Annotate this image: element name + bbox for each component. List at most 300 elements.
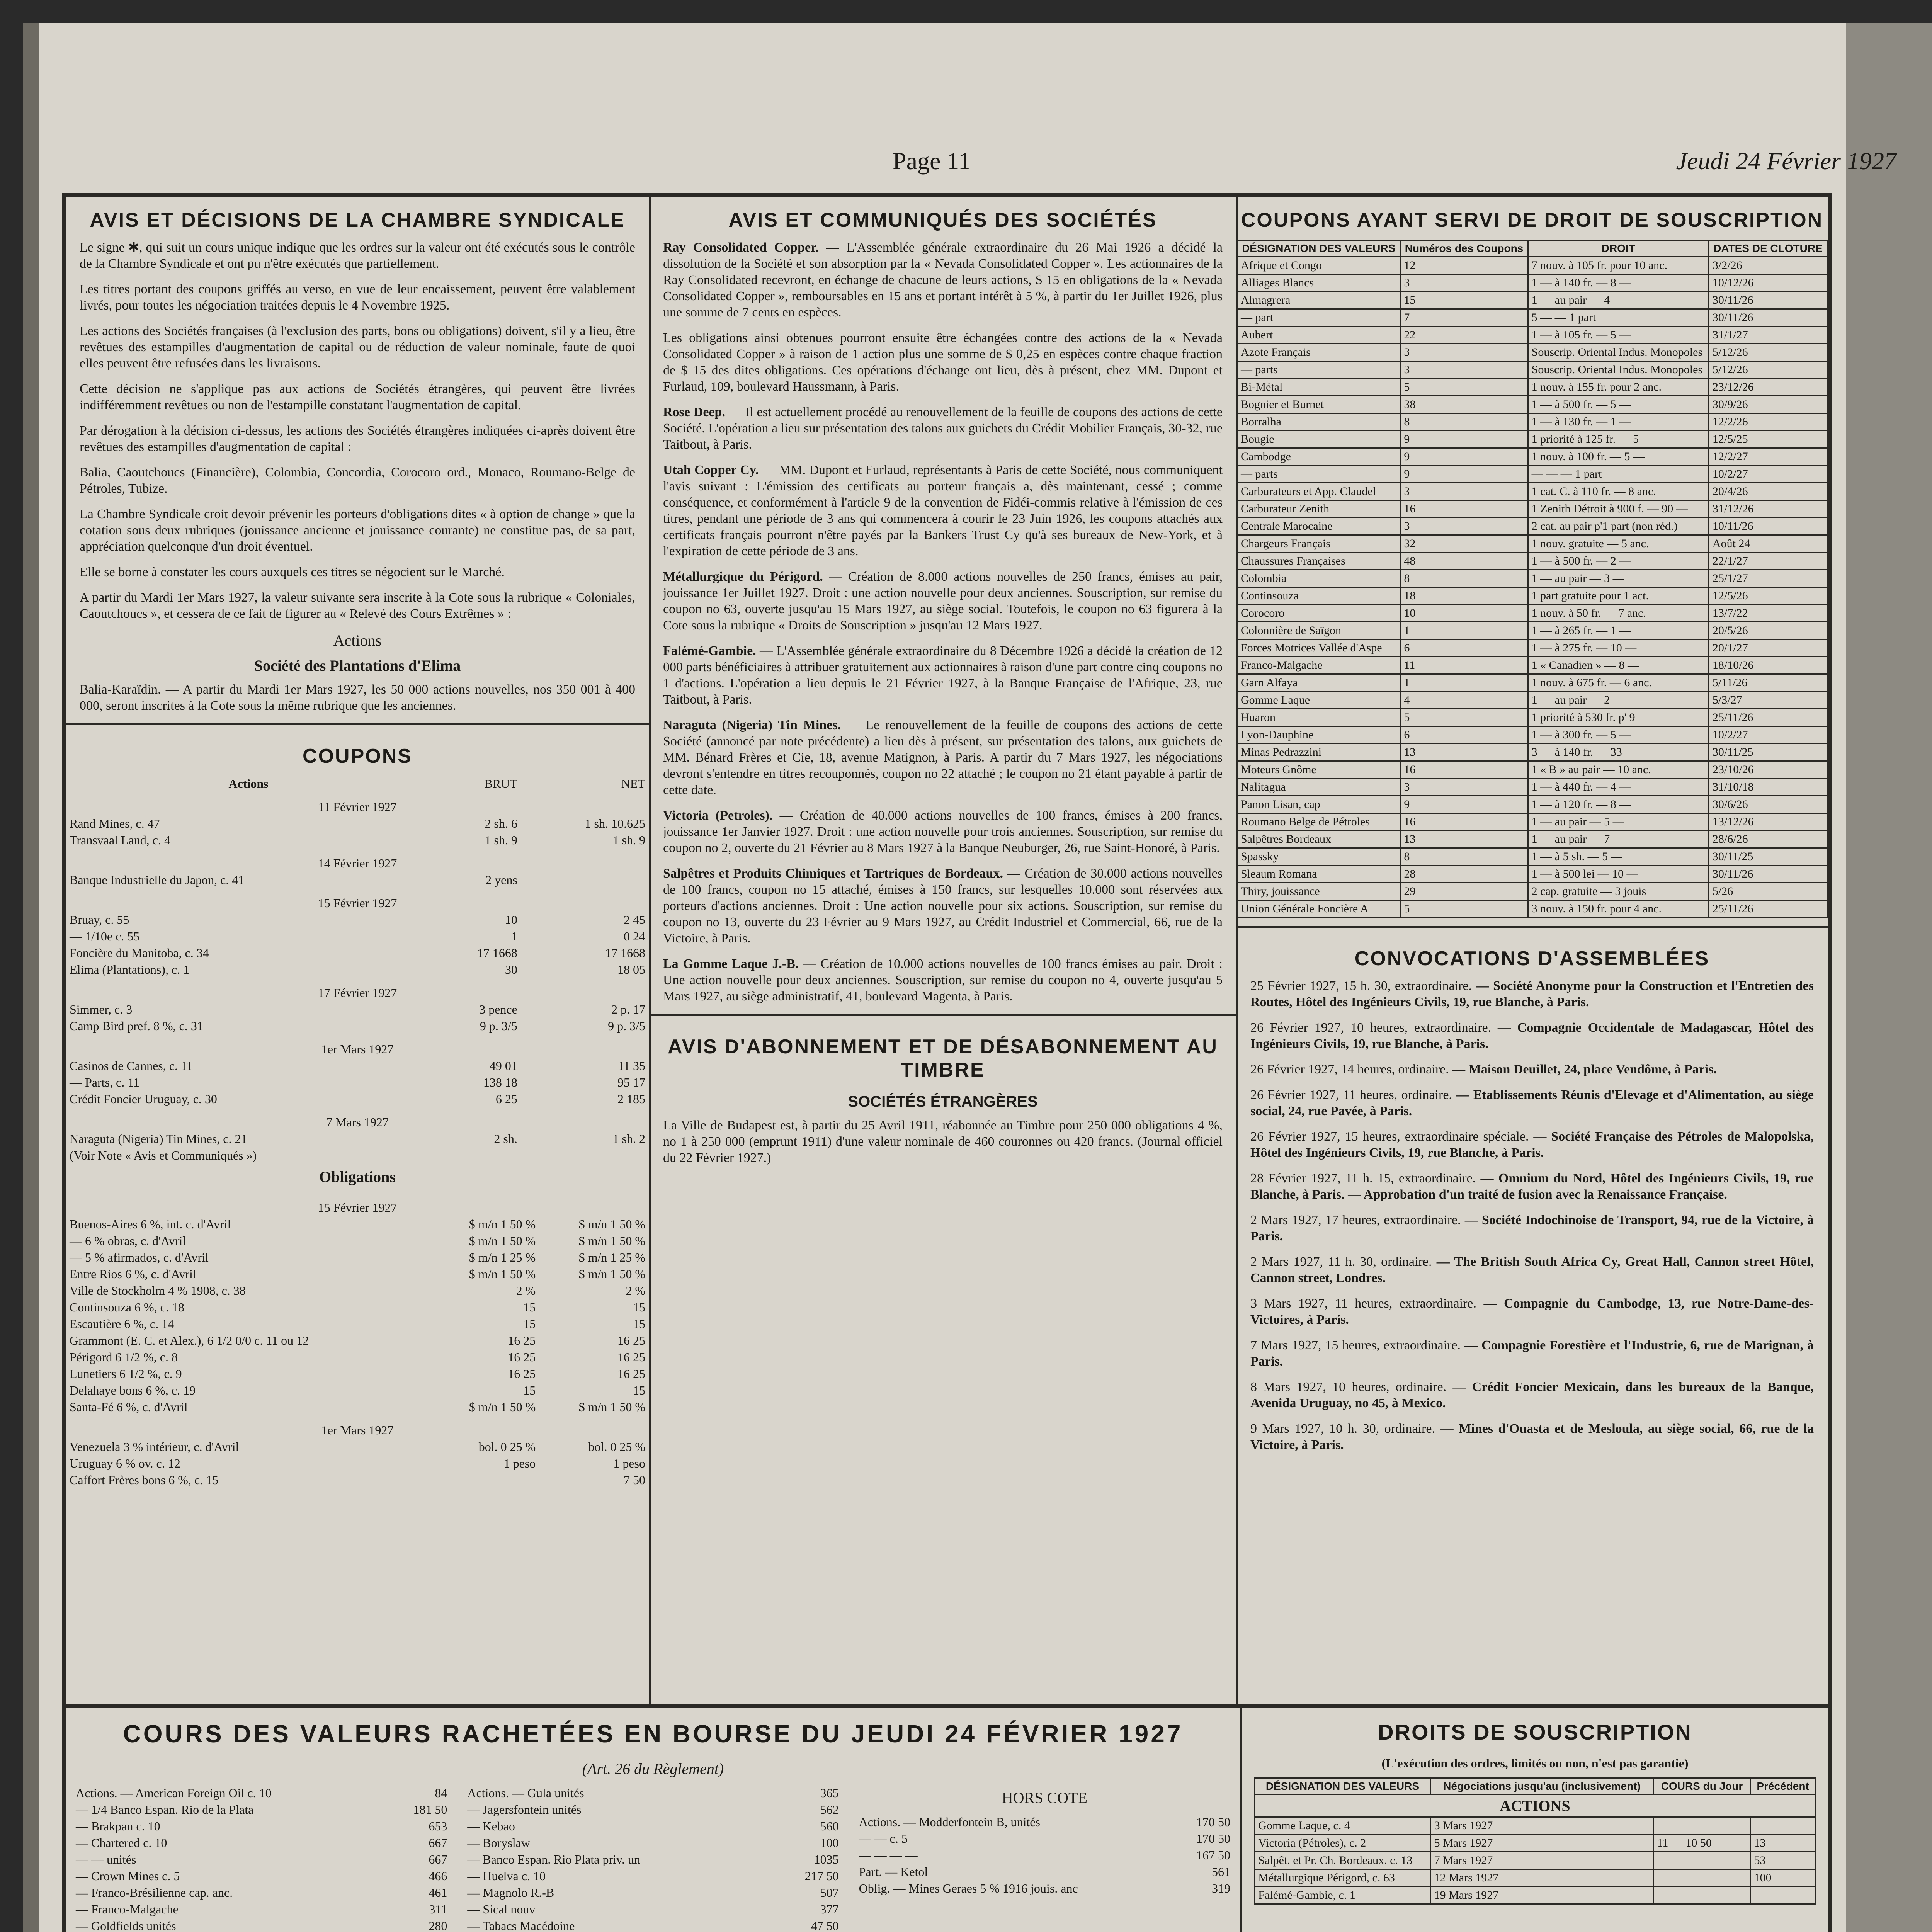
cell: 30/11/26 bbox=[1709, 309, 1827, 327]
cell: bol. 0 25 % bbox=[588, 1440, 645, 1454]
cell: bol. 0 25 % bbox=[478, 1440, 536, 1454]
cell: Grammont (E. C. et Alex.), 6 1/2 0/0 c. 11 ou 12 bbox=[70, 1333, 309, 1347]
souscription-row bbox=[1237, 448, 1827, 466]
cell: 5 Mars 1927 bbox=[1430, 1835, 1653, 1852]
cell: 1 Zenith Détroit à 900 f. — 90 — bbox=[1528, 500, 1709, 518]
rachetees-columns bbox=[66, 1785, 1240, 1932]
souscription-row bbox=[1237, 848, 1827, 866]
cell: — 6 % obras, c. d'Avril bbox=[70, 1234, 186, 1248]
souscription-row bbox=[1237, 413, 1827, 431]
cell: 30/9/26 bbox=[1709, 396, 1827, 413]
oblig-row bbox=[66, 1382, 649, 1399]
cell: Uruguay 6 % ov. c. 12 bbox=[70, 1456, 180, 1470]
souscription-row bbox=[1237, 379, 1827, 396]
column-communiques bbox=[649, 197, 1238, 1704]
th-designation: DÉSIGNATION DES VALEURS bbox=[1237, 240, 1400, 257]
cell: 13/7/22 bbox=[1709, 605, 1827, 622]
cell: 5 bbox=[1400, 709, 1528, 726]
communiques-title: AVIS ET COMMUNIQUÉS DES SOCIÉTÉS bbox=[728, 209, 1157, 231]
divider bbox=[649, 1014, 1236, 1016]
cell: 9 bbox=[1400, 466, 1528, 483]
convocation-text: — Société Française des Pétroles de Malopolska, Hôtel des Ingénieurs Civils, 19, rue Blanche, à Paris. bbox=[1250, 1129, 1814, 1160]
cell: 1 — à 275 fr. — 10 — bbox=[1528, 639, 1709, 657]
cell: 22 bbox=[1400, 327, 1528, 344]
cell: Santa-Fé 6 %, c. d'Avril bbox=[70, 1400, 188, 1414]
cell: Buenos-Aires 6 %, int. c. d'Avril bbox=[70, 1217, 231, 1231]
cell: — Sical nouv bbox=[467, 1902, 536, 1916]
souscription-row bbox=[1237, 292, 1827, 309]
page-edge-shadow bbox=[23, 23, 39, 1932]
cell: 1 — à 500 lei — 10 — bbox=[1528, 866, 1709, 883]
souscription-row bbox=[1237, 813, 1827, 831]
cell: 3 — à 140 fr. — 33 — bbox=[1528, 744, 1709, 761]
cell: 2 p. 17 bbox=[611, 1002, 645, 1016]
cell: Actions. — Gula unités bbox=[467, 1786, 584, 1800]
communique-paragraph bbox=[663, 330, 1223, 395]
cell: Lyon-Dauphine bbox=[1237, 726, 1400, 744]
th-droits-negociations: Négociations jusqu'au (inclusivement) bbox=[1430, 1778, 1653, 1795]
cell: Actions. — American Foreign Oil c. 10 bbox=[76, 1786, 272, 1800]
cell: 13 bbox=[1400, 831, 1528, 848]
communique-paragraph bbox=[663, 717, 1223, 798]
cell: 1 nouv. à 675 fr. — 6 anc. bbox=[1528, 674, 1709, 692]
cell: 15 bbox=[633, 1300, 645, 1314]
cell: 25/11/26 bbox=[1709, 900, 1827, 918]
cell: Foncière du Manitoba, c. 34 bbox=[70, 946, 209, 960]
communique-text: — Création de 10.000 actions nouvelles de 100 francs émises au pair. Droit : Une action nouvelle pour deux anciennes. Souscription, sur remise du coupon no 4, ouverte jusqu'au 5 Mars 1927, au siège administratif, 41, boulevard Magenta, à Paris. bbox=[663, 957, 1223, 1003]
coupon-row bbox=[66, 832, 649, 849]
convocations-title: CONVOCATIONS D'ASSEMBLÉES bbox=[1354, 947, 1710, 970]
cell: — 5 % afirmados, c. d'Avril bbox=[70, 1250, 209, 1264]
hors-cote-row bbox=[855, 1847, 1234, 1864]
rachetee-row bbox=[463, 1868, 842, 1884]
cell: $ m/n 1 50 % bbox=[578, 1217, 645, 1231]
cell: 365 bbox=[820, 1786, 839, 1800]
coupon-row bbox=[66, 1131, 649, 1147]
obligations-label: Obligations bbox=[319, 1168, 396, 1185]
cell: Delahaye bons 6 %, c. 19 bbox=[70, 1383, 196, 1397]
cell: 17 1668 bbox=[605, 946, 645, 960]
cell: 30/11/25 bbox=[1709, 848, 1827, 866]
cell: — Franco-Malgache bbox=[76, 1902, 179, 1916]
cell: — Brakpan c. 10 bbox=[76, 1819, 160, 1833]
cell: — Franco-Brésilienne cap. anc. bbox=[76, 1886, 233, 1900]
souscription-row bbox=[1237, 605, 1827, 622]
cell: 15 bbox=[633, 1383, 645, 1397]
cell: 6 bbox=[1400, 639, 1528, 657]
convocation-text: — Crédit Foncier Mexicain, dans les bureaux de la Banque, Avenida Uruguay, no 45, à Mexico. bbox=[1250, 1380, 1814, 1410]
coupons-table bbox=[66, 776, 649, 1164]
convocation-date: 2 Mars 1927, 17 heures, extraordinaire. bbox=[1250, 1213, 1461, 1227]
cell: 49 01 bbox=[489, 1059, 517, 1073]
souscription-row bbox=[1237, 779, 1827, 796]
cell: 1 peso bbox=[613, 1456, 645, 1470]
souscription-row bbox=[1237, 639, 1827, 657]
droits-title: DROITS DE SOUSCRIPTION bbox=[1378, 1720, 1692, 1744]
cell: Garn Alfaya bbox=[1237, 674, 1400, 692]
cell: Chargeurs Français bbox=[1237, 535, 1400, 553]
obligations-table bbox=[66, 1193, 649, 1488]
cell: 23/12/26 bbox=[1709, 379, 1827, 396]
convocation-item bbox=[1250, 1212, 1814, 1245]
coupon-date: 1er Mars 1927 bbox=[321, 1042, 394, 1056]
souscription-row bbox=[1237, 657, 1827, 674]
cell: 16 25 bbox=[617, 1367, 645, 1381]
oblig-date-row bbox=[66, 1415, 649, 1439]
cell: Caffort Frères bons 6 %, c. 15 bbox=[70, 1473, 219, 1487]
convocation-item bbox=[1250, 1296, 1814, 1328]
cell: Alliages Blancs bbox=[1237, 274, 1400, 292]
cell: 3 bbox=[1400, 779, 1528, 796]
souscription-row bbox=[1237, 587, 1827, 605]
convocation-text: — Etablissements Réunis d'Elevage et d'Alimentation, au siège social, 24, rue Pavée, à Paris. bbox=[1250, 1088, 1814, 1118]
souscription-row bbox=[1237, 327, 1827, 344]
cell: 1 sh. 2 bbox=[612, 1132, 645, 1146]
cell: Naraguta (Nigeria) Tin Mines, c. 21 bbox=[70, 1132, 247, 1146]
rachetee-row bbox=[72, 1851, 451, 1868]
cell: 2 cap. gratuite — 3 jouis bbox=[1528, 883, 1709, 900]
souscription-row bbox=[1237, 500, 1827, 518]
cell: 1 nouv. à 155 fr. pour 2 anc. bbox=[1528, 379, 1709, 396]
souscription-row bbox=[1237, 553, 1827, 570]
coupon-date-row bbox=[66, 978, 649, 1001]
cell: 32 bbox=[1400, 535, 1528, 553]
cell: Franco-Malgache bbox=[1237, 657, 1400, 674]
divider bbox=[66, 723, 649, 725]
rachetee-row bbox=[72, 1835, 451, 1851]
convocation-text: — Mines d'Ouasta et de Mesloula, au siège social, 66, rue de la Victoire, à Paris. bbox=[1250, 1422, 1814, 1452]
hors-cote-row bbox=[855, 1814, 1234, 1830]
cell: Salpêt. et Pr. Ch. Bordeaux. c. 13 bbox=[1255, 1852, 1430, 1869]
convocation-text: — Société Indochinoise de Transport, 94, rue de la Victoire, à Paris. bbox=[1250, 1213, 1814, 1243]
cell: 1 — à 440 fr. — 4 — bbox=[1528, 779, 1709, 796]
oblig-row bbox=[66, 1233, 649, 1249]
cell: 17 1668 bbox=[477, 946, 517, 960]
coupon-row bbox=[66, 912, 649, 928]
cell: 3 Mars 1927 bbox=[1430, 1817, 1653, 1835]
convocation-item bbox=[1250, 1020, 1814, 1052]
cell: 1 nouv. à 50 fr. — 7 anc. bbox=[1528, 605, 1709, 622]
abonnement-subtitle: SOCIÉTÉS ÉTRANGÈRES bbox=[848, 1093, 1038, 1110]
cell: 2 cat. au pair p'1 part (non réd.) bbox=[1528, 518, 1709, 535]
cell: 53 bbox=[1750, 1852, 1815, 1869]
cell: 6 bbox=[1400, 726, 1528, 744]
cell bbox=[521, 1147, 649, 1164]
cell: 1 cat. C. à 110 fr. — 8 anc. bbox=[1528, 483, 1709, 500]
cell: 12/2/27 bbox=[1709, 448, 1827, 466]
cell: 16 25 bbox=[508, 1367, 536, 1381]
cell: Spassky bbox=[1237, 848, 1400, 866]
cell: Périgord 6 1/2 %, c. 8 bbox=[70, 1350, 178, 1364]
cell: — Parts, c. 11 bbox=[70, 1075, 140, 1089]
cell: — Banco Espan. Rio Plata priv. un bbox=[467, 1852, 640, 1866]
cell: — 1/4 Banco Espan. Rio de la Plata bbox=[76, 1803, 254, 1816]
cell: 2 % bbox=[626, 1284, 645, 1298]
cell: Bougie bbox=[1237, 431, 1400, 448]
cell: Salpêtres Bordeaux bbox=[1237, 831, 1400, 848]
cell: 10/2/27 bbox=[1709, 466, 1827, 483]
cell: 47 50 bbox=[811, 1919, 839, 1932]
cell: Almagrera bbox=[1237, 292, 1400, 309]
cell: — 1/10e c. 55 bbox=[70, 929, 140, 943]
oblig-date: 15 Février 1927 bbox=[318, 1201, 397, 1214]
cell: $ m/n 1 50 % bbox=[469, 1400, 536, 1414]
cell: Aubert bbox=[1237, 327, 1400, 344]
cell: 217 50 bbox=[804, 1869, 839, 1883]
cell: Victoria (Pétroles), c. 2 bbox=[1255, 1835, 1430, 1852]
cell: 12/5/26 bbox=[1709, 587, 1827, 605]
actions-label: Actions bbox=[333, 632, 382, 649]
cell: 3 bbox=[1400, 344, 1528, 361]
rachetee-row bbox=[72, 1801, 451, 1818]
divider bbox=[1236, 926, 1828, 928]
cell: Carburateurs et App. Claudel bbox=[1237, 483, 1400, 500]
cell: Borralha bbox=[1237, 413, 1400, 431]
cell: — Boryslaw bbox=[467, 1836, 530, 1850]
cell: 29 bbox=[1400, 883, 1528, 900]
cell: 12 Mars 1927 bbox=[1430, 1869, 1653, 1887]
cell: 2 sh. bbox=[494, 1132, 517, 1146]
cell: Métallurgique Périgord, c. 63 bbox=[1255, 1869, 1430, 1887]
convocation-item bbox=[1250, 1170, 1814, 1203]
column-chambre-syndicale bbox=[66, 197, 651, 1704]
cell: 1 — à 500 fr. — 2 — bbox=[1528, 553, 1709, 570]
rachetee-row bbox=[72, 1901, 451, 1918]
cell: Souscrip. Oriental Indus. Monopoles bbox=[1528, 361, 1709, 379]
convocation-item bbox=[1250, 978, 1814, 1010]
cell: 3 bbox=[1400, 518, 1528, 535]
cell: Elima (Plantations), c. 1 bbox=[70, 963, 190, 976]
cell: 16 25 bbox=[617, 1350, 645, 1364]
cell: — parts bbox=[1237, 466, 1400, 483]
cell: 100 bbox=[820, 1836, 839, 1850]
cell: 25/11/26 bbox=[1709, 709, 1827, 726]
cell: Actions. — Modderfontein B, unités bbox=[859, 1815, 1040, 1829]
convocation-date: 9 Mars 1927, 10 h. 30, ordinaire. bbox=[1250, 1422, 1435, 1436]
oblig-row bbox=[66, 1316, 649, 1332]
rachetee-row bbox=[463, 1851, 842, 1868]
souscription-row bbox=[1237, 396, 1827, 413]
cell: — — — 1 part bbox=[1528, 466, 1709, 483]
communique-lead: Rose Deep. bbox=[663, 405, 725, 419]
cell: 1 — à 265 fr. — 1 — bbox=[1528, 622, 1709, 639]
cell bbox=[1653, 1869, 1750, 1887]
communique-paragraph bbox=[663, 240, 1223, 321]
souscription-row bbox=[1237, 831, 1827, 848]
cell: 667 bbox=[429, 1836, 447, 1850]
convocation-date: 2 Mars 1927, 11 h. 30, ordinaire. bbox=[1250, 1255, 1432, 1269]
convocation-item bbox=[1250, 1254, 1814, 1286]
cell: 12/2/26 bbox=[1709, 413, 1827, 431]
cell: Azote Français bbox=[1237, 344, 1400, 361]
cell: Forces Motrices Vallée d'Aspe bbox=[1237, 639, 1400, 657]
cell: 311 bbox=[429, 1902, 447, 1916]
cell: 561 bbox=[1211, 1865, 1230, 1879]
coupon-date-row bbox=[66, 849, 649, 872]
cell: 319 bbox=[1211, 1881, 1230, 1895]
column-coupons-souscription bbox=[1236, 197, 1828, 1704]
th-droits-precedent: Précédent bbox=[1750, 1778, 1815, 1795]
communique-paragraph bbox=[663, 569, 1223, 634]
cell: 1 sh. 9 bbox=[612, 833, 645, 847]
droits-table bbox=[1254, 1777, 1816, 1905]
cell: 1 — à 105 fr. — 5 — bbox=[1528, 327, 1709, 344]
cell: 30 bbox=[505, 963, 517, 976]
hors-cote-title: HORS COTE bbox=[1002, 1789, 1087, 1806]
societe-name: Société des Plantations d'Elima bbox=[254, 657, 461, 674]
souscription-row bbox=[1237, 431, 1827, 448]
cell: 30/11/25 bbox=[1709, 744, 1827, 761]
coupon-row bbox=[66, 872, 649, 888]
cell: 31/10/18 bbox=[1709, 779, 1827, 796]
chambre-paragraphs bbox=[66, 240, 649, 622]
hors-cote-row bbox=[855, 1830, 1234, 1847]
cell: 3 bbox=[1400, 483, 1528, 500]
chambre-paragraph: Elle se borne à constater les cours auxquels ces titres se négocient sur le Marché. bbox=[80, 565, 505, 579]
cell: — — unités bbox=[76, 1852, 136, 1866]
chambre-paragraph: A partir du Mardi 1er Mars 1927, la valeur suivante sera inscrite à la Cote sous la rubrique « Coloniales, Caoutchoucs », et cessera de ce fait de figurer au « Relevé des Cours Extrêmes » : bbox=[80, 590, 635, 621]
coupon-row bbox=[66, 945, 649, 961]
cell: 1035 bbox=[814, 1852, 839, 1866]
communique-paragraph bbox=[663, 808, 1223, 856]
cell: Lunetiers 6 1/2 %, c. 9 bbox=[70, 1367, 182, 1381]
cell bbox=[1653, 1817, 1750, 1835]
coupon-row bbox=[66, 1018, 649, 1034]
convocation-text: — Maison Deuillet, 24, place Vendôme, à Paris. bbox=[1452, 1062, 1717, 1077]
cell bbox=[521, 872, 649, 888]
oblig-row bbox=[66, 1332, 649, 1349]
cell: 5/12/26 bbox=[1709, 344, 1827, 361]
cell: Sleaum Romana bbox=[1237, 866, 1400, 883]
cell: 100 bbox=[1750, 1869, 1815, 1887]
cell: Colombia bbox=[1237, 570, 1400, 587]
cell: 4 bbox=[1400, 692, 1528, 709]
cell: 6 25 bbox=[495, 1092, 517, 1106]
chambre-paragraph: Les actions des Sociétés françaises (à l'exclusion des parts, bons ou obligations) doivent, s'il y a lieu, être revêtues des estampilles d'augmentation de capital ou de réduction de valeur nominale, faute de quoi elles peuvent être refusées dans les livraisons. bbox=[80, 324, 635, 371]
cell: — Tabacs Macédoine bbox=[467, 1919, 575, 1932]
convocation-date: 26 Février 1927, 15 heures, extraordinaire spéciale. bbox=[1250, 1129, 1529, 1144]
convocation-date: 8 Mars 1927, 10 heures, ordinaire. bbox=[1250, 1380, 1447, 1394]
souscription-row bbox=[1237, 709, 1827, 726]
cell: Afrique et Congo bbox=[1237, 257, 1400, 274]
cell: 1 — à 500 fr. — 5 — bbox=[1528, 396, 1709, 413]
oblig-row bbox=[66, 1282, 649, 1299]
cell: 9 p. 3/5 bbox=[608, 1019, 645, 1033]
cell: 18 bbox=[1400, 587, 1528, 605]
cell: 11 35 bbox=[618, 1059, 645, 1073]
cell: 12/5/25 bbox=[1709, 431, 1827, 448]
convocation-text: — Omnium du Nord, Hôtel des Ingénieurs Civils, 19, rue Blanche, à Paris. — Approbation d'un traité de fusion avec la Renaissance Française. bbox=[1250, 1171, 1814, 1202]
cell: 30/11/26 bbox=[1709, 866, 1827, 883]
cell: 16 bbox=[1400, 500, 1528, 518]
cell: 9 bbox=[1400, 448, 1528, 466]
cell: 1 — à 130 fr. — 1 — bbox=[1528, 413, 1709, 431]
chambre-paragraph: Par dérogation à la décision ci-dessus, les actions des Sociétés étrangères indiquées ci-après doivent être revêtues des estampilles d'augmentation de capital : bbox=[80, 423, 635, 454]
convocation-date: 26 Février 1927, 10 heures, extraordinaire. bbox=[1250, 1020, 1492, 1035]
cell: 5/3/27 bbox=[1709, 692, 1827, 709]
rachetee-row bbox=[72, 1818, 451, 1835]
cell: Colonnière de Saïgon bbox=[1237, 622, 1400, 639]
cell: 18/10/26 bbox=[1709, 657, 1827, 674]
coupon-date: 15 Février 1927 bbox=[318, 896, 397, 910]
cell: 507 bbox=[820, 1886, 839, 1900]
communique-paragraph bbox=[663, 404, 1223, 453]
souscription-row bbox=[1237, 257, 1827, 274]
cell: 1 bbox=[1400, 674, 1528, 692]
coupon-date-row bbox=[66, 1034, 649, 1058]
convocation-date: 7 Mars 1927, 15 heures, extraordinaire. bbox=[1250, 1338, 1461, 1352]
cell: $ m/n 1 50 % bbox=[469, 1217, 536, 1231]
cell: 16 bbox=[1400, 761, 1528, 779]
convocation-text: — Société Anonyme pour la Construction et l'Entretien des Routes, Hôtel des Ingénieurs Civils, 19, rue Blanche, à Paris. bbox=[1250, 979, 1814, 1009]
rachetee-row bbox=[463, 1901, 842, 1918]
coupon-row bbox=[66, 1058, 649, 1074]
convocation-item bbox=[1250, 1337, 1814, 1370]
communique-paragraph bbox=[663, 462, 1223, 560]
cell: 653 bbox=[429, 1819, 447, 1833]
souscription-row bbox=[1237, 344, 1827, 361]
rachetees-block bbox=[66, 1708, 1242, 1932]
cell: 15 bbox=[633, 1317, 645, 1331]
oblig-row bbox=[66, 1216, 649, 1233]
souscription-row bbox=[1237, 466, 1827, 483]
cell: — Huelva c. 10 bbox=[467, 1869, 546, 1883]
cell: 16 bbox=[1400, 813, 1528, 831]
convocation-date: 3 Mars 1927, 11 heures, extraordinaire. bbox=[1250, 1296, 1476, 1311]
cell: Chaussures Françaises bbox=[1237, 553, 1400, 570]
cell: — Kebao bbox=[467, 1819, 515, 1833]
cell: 30/6/26 bbox=[1709, 796, 1827, 813]
cell: 5/11/26 bbox=[1709, 674, 1827, 692]
rachetees-left bbox=[72, 1785, 451, 1932]
coupon-date: 14 Février 1927 bbox=[318, 856, 397, 870]
cell: 7 bbox=[1400, 309, 1528, 327]
cell: 461 bbox=[429, 1886, 447, 1900]
coupon-row bbox=[66, 1147, 649, 1164]
communique-lead: Salpêtres et Produits Chimiques et Tartriques de Bordeaux. bbox=[663, 866, 1003, 881]
page-frame bbox=[62, 193, 1832, 1932]
convocation-date: 25 Février 1927, 15 h. 30, extraordinaire. bbox=[1250, 979, 1472, 993]
convocation-text: — Compagnie du Cambodge, 13, rue Notre-Dame-des-Victoires, à Paris. bbox=[1250, 1296, 1814, 1327]
cell: 3 bbox=[1400, 361, 1528, 379]
rachetee-row bbox=[72, 1884, 451, 1901]
cell: 10/12/26 bbox=[1709, 274, 1827, 292]
cell: — part bbox=[1237, 309, 1400, 327]
cell: — Jagersfontein unités bbox=[467, 1803, 582, 1816]
cell: Nalitagua bbox=[1237, 779, 1400, 796]
cell: Rand Mines, c. 47 bbox=[70, 816, 160, 830]
coupon-date: 11 Février 1927 bbox=[318, 800, 397, 814]
cell: 15 bbox=[523, 1383, 536, 1397]
cell: 10/11/26 bbox=[1709, 518, 1827, 535]
band-rachetees-droits bbox=[66, 1704, 1828, 1932]
souscription-row bbox=[1237, 535, 1827, 553]
communique-lead: Utah Copper Cy. bbox=[663, 463, 759, 477]
cell: 2 yens bbox=[485, 873, 517, 887]
newspaper-page bbox=[23, 23, 1932, 1932]
cell: 667 bbox=[429, 1852, 447, 1866]
cell: Continsouza bbox=[1237, 587, 1400, 605]
cell: $ m/n 1 25 % bbox=[578, 1250, 645, 1264]
cell: Gomme Laque, c. 4 bbox=[1255, 1817, 1430, 1835]
chambre-paragraph: Balia, Caoutchoucs (Financière), Colombia, Concordia, Corocoro ord., Monaco, Roumano-Belge de Pétroles, Tubize. bbox=[80, 465, 635, 496]
cell: Escautière 6 %, c. 14 bbox=[70, 1317, 174, 1331]
convocation-date: 28 Février 1927, 11 h. 15, extraordinaire. bbox=[1250, 1171, 1476, 1185]
cell: 1 — au pair — 5 — bbox=[1528, 813, 1709, 831]
rachetee-row bbox=[463, 1884, 842, 1901]
cell: — Crown Mines c. 5 bbox=[76, 1869, 180, 1883]
cell: Transvaal Land, c. 4 bbox=[70, 833, 170, 847]
